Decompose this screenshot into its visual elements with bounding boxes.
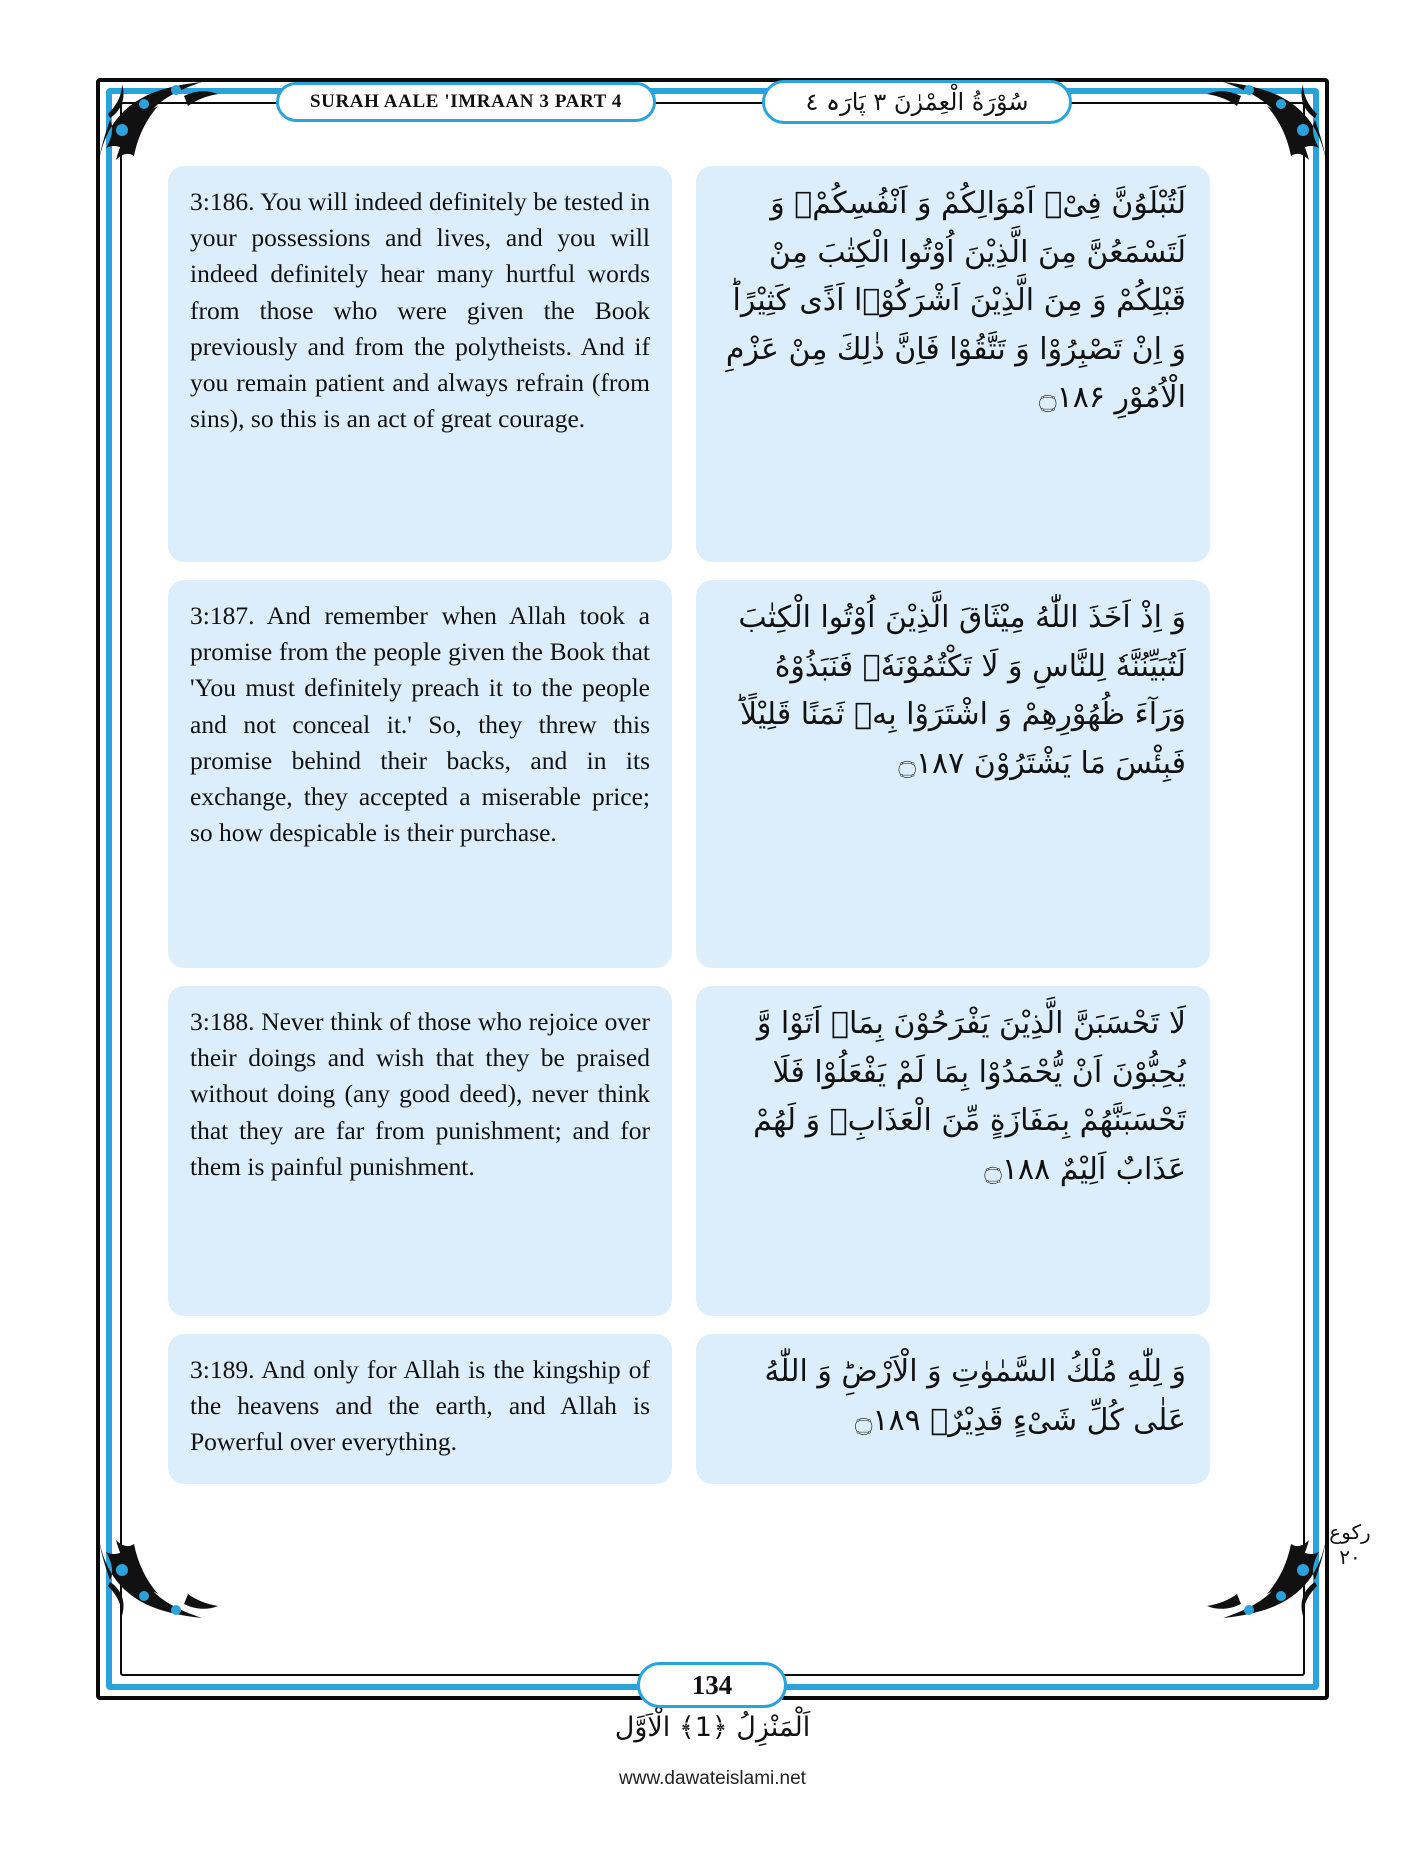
verse-arabic-text: وَ اِذْ اَخَذَ اللّٰهُ مِیْثَاقَ الَّذِیْنَ اُوْتُوا الْكِتٰبَ لَتُبَیِّنُنَّهٗ لِلنَّاسِ وَ لَا تَكْتُمُوْنَهٗ۫ فَنَبَذُوْهُ وَرَآءَ ظُهُوْرِهِمْ وَ اشْتَرَوْا بِهٖ ثَمَنًا قَلِیْلًاؕ فَبِئْسَ مَا یَشْتَرُوْنَ ۝۱۸۷ (738, 600, 1186, 781)
verse-row-3-189 (168, 1334, 1258, 1484)
verses-container (168, 166, 1258, 1636)
verse-translation-panel (168, 166, 672, 562)
verse-translation-panel (168, 986, 672, 1316)
verse-arabic-panel (696, 986, 1210, 1316)
verse-arabic-panel (696, 166, 1210, 562)
verse-translation-panel (168, 580, 672, 968)
ruku-margin-note: رکوع ۲۰ (1329, 1520, 1371, 1569)
page-number-plate (637, 1662, 787, 1708)
verse-row-3-187 (168, 580, 1258, 968)
page-number: 134 (691, 1669, 733, 1700)
verse-arabic-panel (696, 1334, 1210, 1484)
verse-translation-text: 3:187. And remember when Allah took a promise from the people given the Book that 'You must definitely preach it to the people and not conceal it.' So, they threw this promise behind their backs, and in its exchange, they accepted a miserable price; so how despicable is their purchase. (190, 601, 650, 848)
header-english-title: SURAH AALE 'IMRAAN 3 PART 4 (310, 91, 622, 112)
verse-row-3-186 (168, 166, 1258, 562)
corner-ornament-top-right (1203, 74, 1333, 174)
header-arabic-title: سُوْرَةُ الْعِمْرٰنَ ٣ پَارَہ ٤ (805, 88, 1029, 116)
verse-arabic-text: لَتُبْلَوُنَّ فِیْۤ اَمْوَالِكُمْ وَ اَنْفُسِكُمْ۫ وَ لَتَسْمَعُنَّ مِنَ الَّذِیْنَ اُوْتُوا الْكِتٰبَ مِنْ قَبْلِكُمْ وَ مِنَ الَّذِیْنَ اَشْرَكُوْۤا اَذًى كَثِیْرًاؕ وَ اِنْ تَصْبِرُوْا وَ تَتَّقُوْا فَاِنَّ ذٰلِكَ مِنْ عَزْمِ الْاُمُوْرِ ۝۱۸۶ (725, 186, 1186, 416)
verse-translation-text: 3:186. You will indeed definitely be tested in your possessions and lives, and you will indeed definitely hear many hurtful words from those who were given the Book previously and from the polytheists. And if you remain patient and always refrain (from sins), so this is an act of great courage. (190, 187, 650, 434)
verse-arabic-text: وَ لِلّٰهِ مُلْكُ السَّمٰوٰتِ وَ الْاَرْضِؕ وَ اللّٰهُ عَلٰى كُلِّ شَیْءٍ قَدِیْرٌ۠ ۝۱۸۹ (764, 1354, 1186, 1438)
verse-translation-panel (168, 1334, 672, 1484)
footer-arabic-note: اَلْمَنْزِلُ ﴿1﴾ الْاَوَّل (614, 1712, 811, 1743)
verse-translation-text: 3:189. And only for Allah is the kingship of the heavens and the earth, and Allah is Powerful over everything. (190, 1355, 650, 1457)
corner-ornament-top-left (92, 74, 222, 174)
header-english-title-plate (276, 82, 656, 122)
verse-arabic-panel (696, 580, 1210, 968)
verse-arabic-text: لَا تَحْسَبَنَّ الَّذِیْنَ یَفْرَحُوْنَ بِمَاۤ اَتَوْا وَّ یُحِبُّوْنَ اَنْ یُّحْمَدُوْا بِمَا لَمْ یَفْعَلُوْا فَلَا تَحْسَبَنَّهُمْ بِمَفَازَةٍ مِّنَ الْعَذَابِۚ وَ لَهُمْ عَذَابٌ اَلِیْمٌ ۝۱۸۸ (753, 1006, 1186, 1187)
verse-translation-text: 3:188. Never think of those who rejoice over their doings and wish that they be praised without doing (any good deed), never think that they are far from punishment; and for them is painful punishment. (190, 1007, 650, 1181)
verse-row-3-188 (168, 986, 1258, 1316)
footer-website: www.dawateislami.net (619, 1768, 806, 1789)
header-arabic-title-plate (762, 80, 1072, 124)
